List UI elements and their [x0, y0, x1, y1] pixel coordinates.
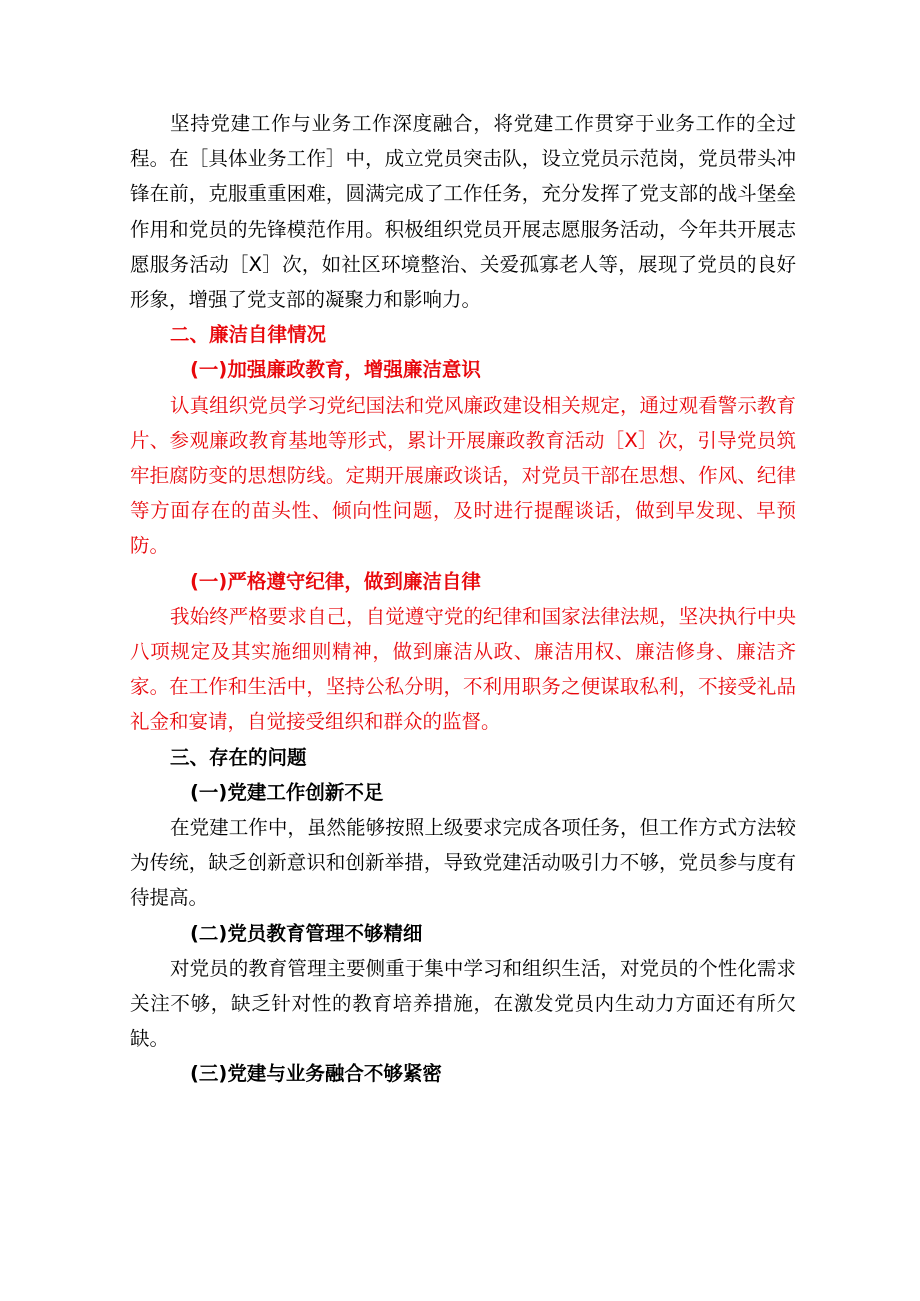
paragraph-integrity-education: 认真组织党员学习党纪国法和党风廉政建设相关规定，通过观看警示教育片、参观廉政教育基地等形式，累计开展廉政教育活动［X］次，引导党员筑牢拒腐防变的思想防线。定期开展廉政谈话，对党员干部在思想、作风、纪律等方面存在的苗头性、倾向性问题，及时进行提醒谈话，做到早发现、早预防。 [130, 393, 796, 558]
section-heading-problems: 三、存在的问题 [170, 745, 307, 769]
paragraph-party-business-integration: 坚持党建工作与业务工作深度融合，将党建工作贯穿于业务工作的全过程。在［具体业务工作］中，成立党员突击队，设立党员示范岗，党员带头冲锋在前，克服重重困难，圆满完成了工作任务，充分发挥了党支部的战斗堡垒作用和党员的先锋模范作用。积极组织党员开展志愿服务活动，今年共开展志愿服务活动［X］次，如社区环境整治、关爱孤寡老人等，展现了党员的良好形象，增强了党支部的凝聚力和影响力。 [130, 112, 796, 312]
subheading-business-integration: (三)党建与业务融合不够紧密 [190, 1062, 442, 1086]
document-body [130, 106, 796, 1092]
paragraph-innovation: 在党建工作中，虽然能够按照上级要求完成各项任务，但工作方式方法较为传统，缺乏创新意识和创新举措，导致党建活动吸引力不够，党员参与度有待提高。 [130, 816, 796, 910]
paragraph-member-education: 对党员的教育管理主要侧重于集中学习和组织生活，对党员的个性化需求关注不够，缺乏针对性的教育培养措施，在激发党员内生动力方面还有所欠缺。 [130, 956, 796, 1051]
subheading-integrity-education: (一)加强廉政教育，增强廉洁意识 [190, 358, 481, 382]
subheading-member-education: (二)党员教育管理不够精细 [190, 921, 423, 945]
paragraph-discipline: 我始终严格要求自己，自觉遵守党的纪律和国家法律法规，坚决执行中央八项规定及其实施细则精神，做到廉洁从政、廉洁用权、廉洁修身、廉洁齐家。在工作和生活中，坚持公私分明，不利用职务之便谋取私利，不接受礼品礼金和宴请，自觉接受组织和群众的监督。 [130, 604, 796, 734]
subheading-discipline: (一)严格遵守纪律，做到廉洁自律 [190, 569, 481, 593]
subheading-innovation: (一)党建工作创新不足 [190, 780, 384, 804]
section-heading-integrity: 二、廉洁自律情况 [170, 323, 327, 347]
